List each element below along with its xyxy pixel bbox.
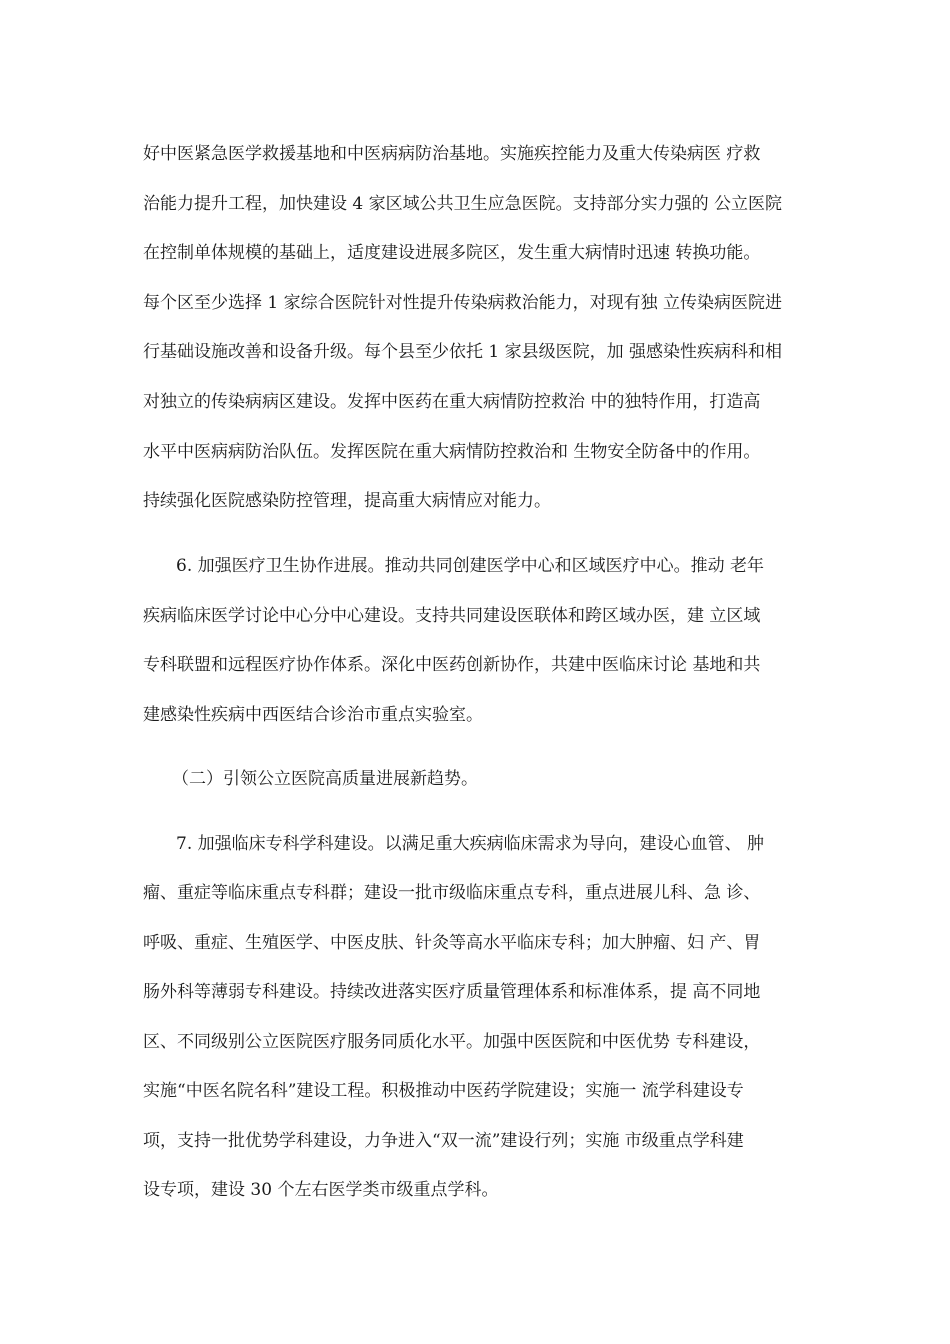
text-line: 实施“中医名院名科”建设工程。积极推动中医药学院建设；实施一 流学科建设专: [143, 1081, 744, 1101]
text-line: 在控制单体规模的基础上，适度建设进展多院区，发生重大病情时迅速 转换功能。: [143, 243, 761, 263]
heading-text: （二）引领公立医院高质量进展新趋势。: [172, 769, 478, 789]
text-line: 建感染性疾病中西医结合诊治市重点实验室。: [143, 705, 483, 725]
text-line: 疾病临床医学讨论中心分中心建设。支持共同建设医联体和跨区域办医，建 立区域: [143, 606, 761, 626]
text-line: 每个区至少选择 1 家综合医院针对性提升传染病救治能力，对现有独 立传染病医院进: [143, 293, 783, 313]
text-line: 专科联盟和远程医疗协作体系。深化中医药创新协作，共建中医临床讨论 基地和共: [143, 655, 761, 675]
text-line: 设专项，建设 30 个左右医学类市级重点学科。: [143, 1180, 499, 1200]
text-line: 水平中医病病防治队伍。发挥医院在重大病情防控救治和 生物安全防备中的作用。: [143, 442, 761, 462]
text-line: 7. 加强临床专科学科建设。以满足重大疾病临床需求为导向，建设心血管、 肿: [176, 834, 765, 854]
text-line: 对独立的传染病病区建设。发挥中医药在重大病情防控救治 中的独特作用，打造高: [143, 392, 761, 412]
text-line: 6. 加强医疗卫生协作进展。推动共同创建医学中心和区域医疗中心。推动 老年: [176, 556, 765, 576]
text-line: 持续强化医院感染防控管理，提高重大病情应对能力。: [143, 491, 551, 511]
text-line: 行基础设施改善和设备升级。每个县至少依托 1 家县级医院，加 强感染性疾病科和相: [143, 342, 783, 362]
text-line: 治能力提升工程，加快建设 4 家区域公共卫生应急医院。支持部分实力强的 公立医院: [143, 194, 783, 214]
text-line: 呼吸、重症、生殖医学、中医皮肤、针灸等高水平临床专科；加大肿瘤、妇 产、胃: [143, 933, 761, 953]
text-line: 肠外科等薄弱专科建设。持续改进落实医疗质量管理体系和标准体系，提 高不同地: [143, 982, 761, 1002]
text-line: 区、不同级别公立医院医疗服务同质化水平。加强中医医院和中医优势 专科建设，: [143, 1032, 761, 1052]
text-line: 瘤、重症等临床重点专科群；建设一批市级临床重点专科，重点进展儿科、急 诊、: [143, 883, 761, 903]
text-line: 好中医紧急医学救援基地和中医病病防治基地。实施疾控能力及重大传染病医 疗救: [143, 144, 761, 164]
text-line: 项，支持一批优势学科建设，力争进入“双一流”建设行列；实施 市级重点学科建: [143, 1131, 744, 1151]
